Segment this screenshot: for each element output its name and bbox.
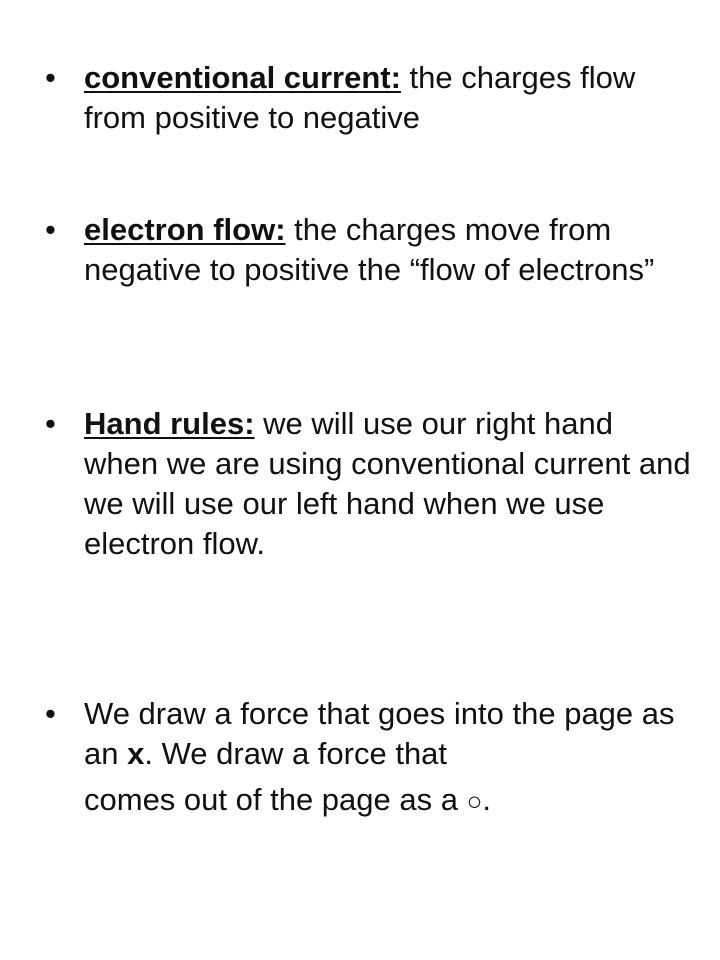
bullet-text [84,58,694,138]
bullet-text [84,694,704,821]
force-into-page-text: We draw a force that goes into the page as an [84,696,675,771]
bullet-text [84,404,694,564]
bullet-marker: • [45,406,56,441]
bullet-marker: • [45,696,56,731]
force-period: . [482,782,491,817]
x-symbol: x [127,736,145,771]
bullet-text [84,210,694,290]
term-hand-rules: Hand rules: [84,406,255,441]
force-out-of-page-text: comes out of the page as a [84,782,467,817]
definition-conventional-current: the charges flow from positive to negative [84,60,636,135]
force-sentence-end: . We draw a force that [144,736,448,771]
force-out-line [84,780,704,821]
bullet-marker: • [45,60,56,95]
circle-symbol: ○ [466,786,483,816]
bullet-marker: • [45,212,56,247]
term-conventional-current: conventional current: [84,60,401,95]
term-electron-flow: electron flow: [84,212,286,247]
definition-electron-flow: the charges move from negative to positive the “flow of electrons” [84,212,655,287]
definition-hand-rules: we will use our right hand when we are using conventional current and we will use our left hand when we use electron flow. [84,406,691,561]
